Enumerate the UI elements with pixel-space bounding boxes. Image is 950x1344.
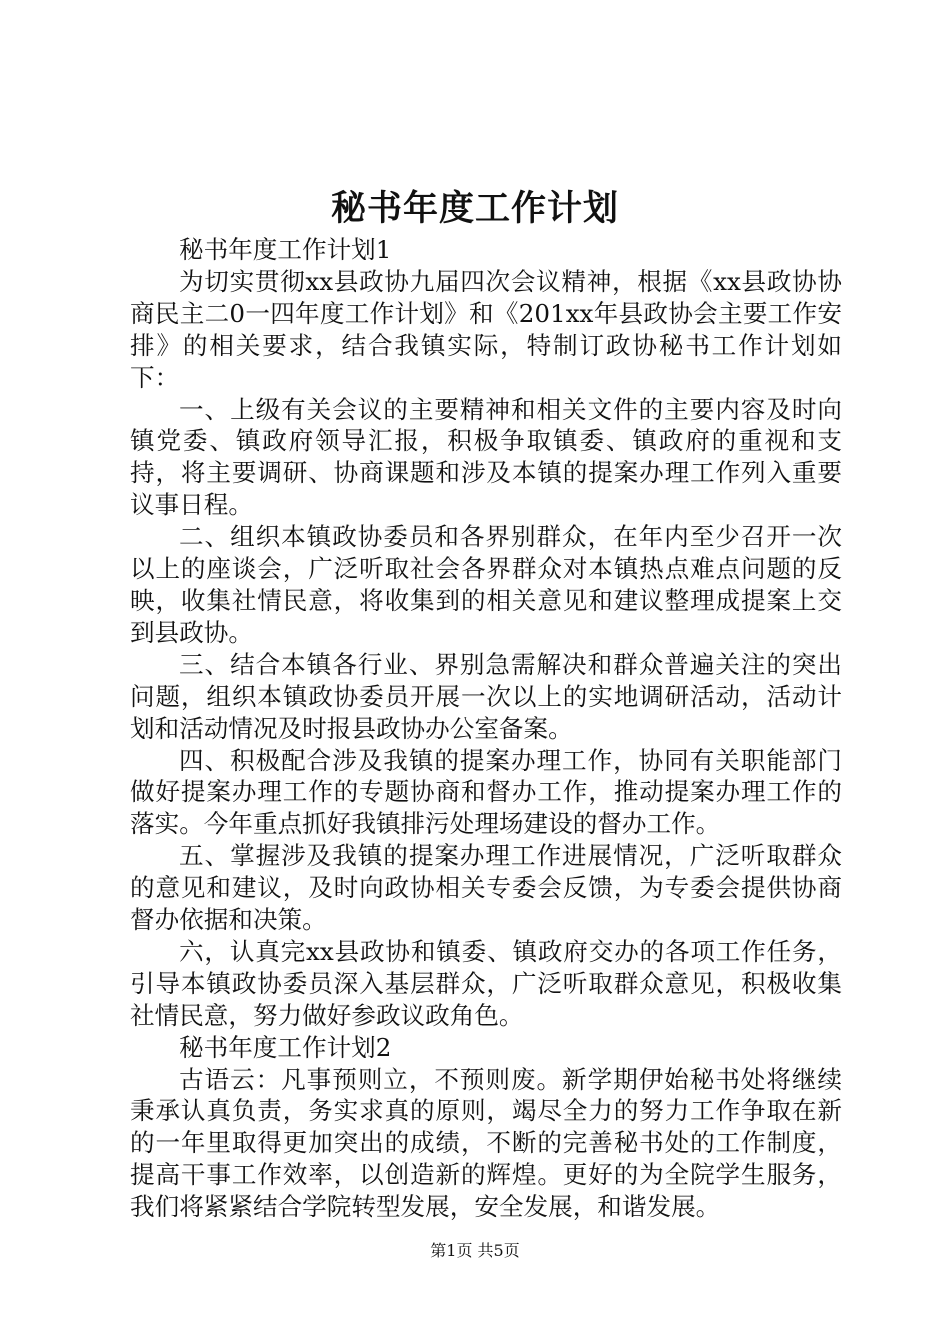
section-heading-2: 秘书年度工作计划2 (179, 1032, 392, 1062)
paragraph-item-6: 六，认真完xx县政协和镇委、镇政府交办的各项工作任务，引导本镇政协委员深入基层群众，广泛听取群众意见，积极收集社情民意，努力做好参政议政角色。 (130, 936, 842, 1030)
section-heading-1: 秘书年度工作计划1 (179, 235, 392, 264)
paragraph-intro: 为切实贯彻xx县政协九届四次会议精神，根据《xx县政协协商民主二0一四年度工作计划》和《201xx年县政协会主要工作安排》的相关要求，结合我镇实际，特制订政协秘书工作计划如下： (130, 266, 842, 392)
document-body (130, 234, 842, 1223)
paragraph-plan-2: 古语云：凡事预则立，不预则废。新学期伊始秘书处将继续秉承认真负责，务实求真的原则，竭尽全力的努力工作争取在新的一年里取得更加突出的成绩，不断的完善秘书处的工作制度，提高干事工作效率，以创造新的辉煌。更好的为全院学生服务，我们将紧紧结合学院转型发展，安全发展，和谐发展。 (130, 1064, 842, 1222)
document-title: 秘书年度工作计划 (330, 188, 619, 229)
paragraph-item-4: 四、积极配合涉及我镇的提案办理工作，协同有关职能部门做好提案办理工作的专题协商和督办工作，推动提案办理工作的落实。今年重点抓好我镇排污处理场建设的督办工作。 (130, 745, 842, 839)
paragraph-item-3: 三、结合本镇各行业、界别急需解决和群众普遍关注的突出问题，组织本镇政协委员开展一次以上的实地调研活动，活动计划和活动情况及时报县政协办公室备案。 (130, 649, 842, 743)
paragraph-item-2: 二、组织本镇政协委员和各界别群众，在年内至少召开一次以上的座谈会，广泛听取社会各界群众对本镇热点难点问题的反映，收集社情民意，将收集到的相关意见和建议整理成提案上交到县政协。 (130, 522, 842, 647)
paragraph-item-5: 五、掌握涉及我镇的提案办理工作进展情况，广泛听取群众的意见和建议，及时向政协相关专委会反馈，为专委会提供协商督办依据和决策。 (130, 841, 842, 935)
page-number: 第1页 共5页 (430, 1241, 520, 1260)
paragraph-item-1: 一、上级有关会议的主要精神和相关文件的主要内容及时向镇党委、镇政府领导汇报，积极争取镇委、镇政府的重视和支持，将主要调研、协商课题和涉及本镇的提案办理工作列入重要议事日程。 (130, 394, 842, 520)
